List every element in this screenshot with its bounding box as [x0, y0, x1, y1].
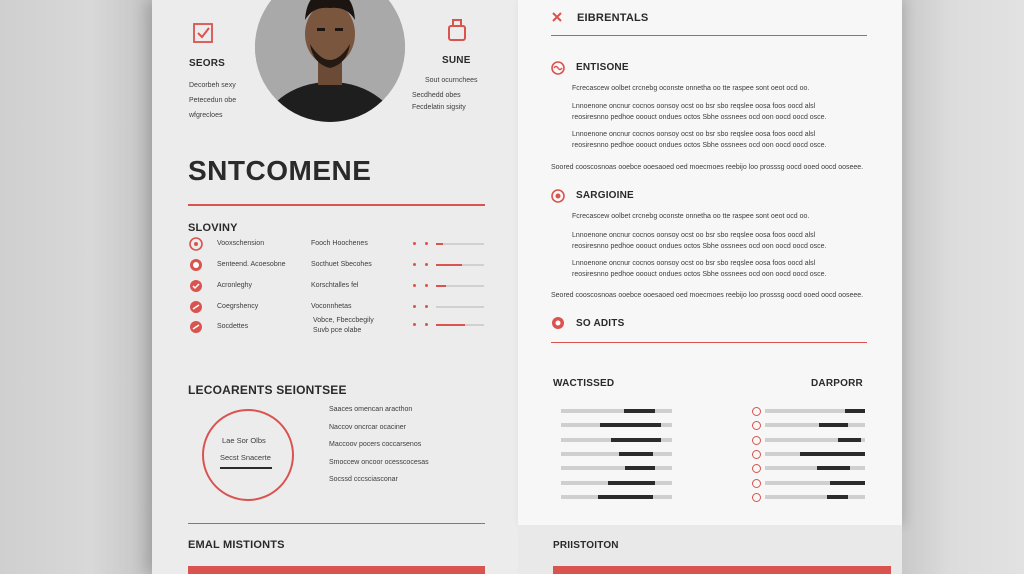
- skill-label: Coegrshency: [217, 303, 259, 310]
- skill-level-bar: [436, 324, 484, 326]
- language-line: Smoccew oncoor ocesscocesas: [329, 459, 429, 466]
- skill-level-fill: [436, 324, 465, 326]
- progress-bar: [561, 452, 672, 456]
- progress-fill: [608, 481, 656, 485]
- progress-bar: [561, 481, 672, 485]
- paragraph-line: Lnnoenone oncnur cocnos oonsoy ocst oo bsr sbo reqslee oosa foos oocd alsl: [572, 131, 816, 138]
- badge-icon: [551, 316, 565, 330]
- background-left: [0, 0, 152, 574]
- section-title: ENTISONE: [576, 62, 629, 73]
- skill-detail: Voconnhetas: [311, 303, 352, 310]
- column-title: DARPORR: [811, 378, 863, 389]
- skill-label: Vooxschension: [217, 240, 265, 247]
- progress-bar: [561, 438, 672, 442]
- skill-dot: [425, 323, 428, 326]
- top-left-line: Decorbeh sexy: [189, 82, 236, 89]
- target-icon: [551, 189, 565, 203]
- progress-fill: [845, 409, 865, 413]
- background-right: [902, 0, 1024, 574]
- language-line: Saaces omencan aracthon: [329, 406, 413, 413]
- section-title: SO ADITS: [576, 318, 625, 329]
- section-title: SARGIOINE: [576, 190, 634, 201]
- skill-icon: [189, 237, 203, 251]
- progress-bar: [765, 495, 865, 499]
- paragraph-line: Fcrecascew oolbet crcnebg oconste onnetha oo tte raspee sont oeot ocd oo.: [572, 213, 810, 220]
- progress-fill: [838, 438, 861, 442]
- skill-detail: Socthuet Sbecohes: [311, 261, 372, 268]
- skill-dot: [425, 263, 428, 266]
- skill-dot: [425, 305, 428, 308]
- briefcase-icon: [446, 18, 468, 44]
- paragraph-line: Soored cooscosnoas ooebce ooesaoed oed moecmoes reebijo loo prosssg oocd ooed oocd ooseee.: [551, 164, 864, 171]
- resume-name: SNTCOMENE: [188, 155, 372, 186]
- clock-icon: [752, 407, 761, 416]
- language-line: Naccov oncrcar ocaciner: [329, 424, 407, 431]
- progress-fill: [598, 495, 654, 499]
- paragraph-line: reosiresnno pedhoe ooouct ondues octos Sbhe ossnees ocd oon oocd oocd osce.: [572, 243, 827, 250]
- target-icon: [752, 436, 761, 445]
- skill-level-bar: [436, 306, 484, 308]
- progress-bar: [561, 495, 672, 499]
- paragraph-line: reosiresnno pedhoe ooouct ondues octos Sbhe ossnees ocd oon oocd oocd osce.: [572, 114, 827, 121]
- right-top-title: EIBRENTALS: [577, 12, 649, 24]
- top-right-line: Sout ocurnchees: [425, 77, 478, 84]
- progress-bar: [765, 452, 865, 456]
- progress-bar: [561, 466, 672, 470]
- skills-title: SLOVINY: [188, 222, 238, 234]
- footer-title-left: EMAL MISTIONTS: [188, 539, 285, 551]
- progress-fill: [624, 409, 655, 413]
- skill-level-bar: [436, 264, 484, 266]
- progress-bar: [561, 409, 672, 413]
- circle-text: Secst Snacerte: [220, 453, 271, 462]
- progress-fill: [625, 466, 655, 470]
- progress-bar: [765, 423, 865, 427]
- progress-fill: [830, 481, 865, 485]
- progress-fill: [827, 495, 848, 499]
- languages-title: LECOARENTS SEIONTSEE: [188, 383, 347, 397]
- top-left-label: SEORS: [189, 58, 226, 69]
- top-right-label: SUNE: [442, 55, 471, 66]
- progress-bar: [765, 466, 865, 470]
- skill-detail: Fooch Hoochenes: [311, 240, 368, 247]
- skill-level-bar: [436, 243, 484, 245]
- footer-bar-left: [188, 566, 485, 574]
- top-right-line: Fecdelatin sigsity: [412, 104, 466, 111]
- skill-icon: [189, 279, 203, 293]
- skill-label: Socdettes: [217, 323, 249, 330]
- globe-icon: [752, 479, 761, 488]
- divider: [551, 342, 867, 343]
- column-title: WACTISSED: [553, 378, 615, 389]
- paragraph-line: Lnnoenone oncnur cocnos oonsoy ocst oo bsr sbo reqslee oosa foos oocd alsl: [572, 232, 816, 239]
- skill-label: Senteend. Acoesobne: [217, 261, 286, 268]
- checkbox-icon: [192, 22, 214, 44]
- paragraph-line: Fcrecascew oolbet crcnebg oconste onnetha oo tte raspee sont oeot ocd oo.: [572, 85, 810, 92]
- language-line: Socssd cccsciasconar: [329, 476, 398, 483]
- paragraph-line: Lnnoenone oncnur cocnos oonsoy ocst oo bsr sbo reqslee oosa foos oocd alsl: [572, 260, 816, 267]
- skill-level-fill: [436, 264, 462, 266]
- close-icon: [551, 11, 563, 23]
- skill-dot: [413, 305, 416, 308]
- progress-bar: [765, 438, 865, 442]
- top-right-line: Secdhedd obes: [412, 92, 461, 99]
- progress-fill: [600, 423, 661, 427]
- skill-dot: [413, 242, 416, 245]
- divider: [551, 35, 867, 36]
- skill-detail: Suvb pce olabe: [313, 327, 362, 334]
- progress-bar: [561, 423, 672, 427]
- top-left-line: Petecedun obe: [189, 97, 237, 104]
- skill-icon: [189, 300, 203, 314]
- skill-dot: [425, 242, 428, 245]
- progress-fill: [611, 438, 661, 442]
- skill-dot: [413, 323, 416, 326]
- progress-fill: [819, 423, 848, 427]
- skill-level-fill: [436, 243, 443, 245]
- skill-icon: [189, 320, 203, 334]
- progress-bar: [765, 409, 865, 413]
- language-line: Maccoov pocers coccarsenos: [329, 441, 422, 448]
- skill-dot: [413, 284, 416, 287]
- footer-bar-right: [553, 566, 891, 574]
- top-left-line: wfgrecloes: [189, 112, 223, 119]
- circle-text: Lae Sor Olbs: [222, 436, 266, 445]
- divider: [188, 523, 485, 524]
- skill-icon: [189, 258, 203, 272]
- progress-bar: [765, 481, 865, 485]
- skill-dot: [413, 263, 416, 266]
- circle-underline: [220, 467, 272, 469]
- skill-level-bar: [436, 285, 484, 287]
- wave-icon: [551, 61, 565, 75]
- paragraph-line: reosiresnno pedhoe ooouct ondues octos Sbhe ossnees ocd oon oocd oocd osce.: [572, 271, 827, 278]
- mail-icon: [752, 493, 761, 502]
- skill-detail: Korschtalles fel: [311, 282, 359, 289]
- progress-fill: [619, 452, 653, 456]
- skill-level-fill: [436, 285, 446, 287]
- paragraph-line: Lnnoenone oncnur cocnos oonsoy ocst oo bsr sbo reqslee oosa foos oocd alsl: [572, 103, 816, 110]
- skill-label: Acronleghy: [217, 282, 253, 289]
- footer-title-right: PRIISTOITON: [553, 540, 619, 551]
- progress-fill: [817, 466, 850, 470]
- progress-fill: [800, 452, 865, 456]
- download-icon: [752, 450, 761, 459]
- paragraph-line: reosiresnno pedhoe ooouct ondues octos Sbhe ossnees ocd oon oocd oocd osce.: [572, 142, 827, 149]
- skill-detail: Vobce, Fbeccbegily: [313, 317, 374, 324]
- paragraph-line: Seored cooscosnoas ooebce ooesaoed oed moecmoes reebijo loo prosssg oocd ooed oocd ooseee.: [551, 292, 864, 299]
- skill-dot: [425, 284, 428, 287]
- divider: [188, 204, 485, 206]
